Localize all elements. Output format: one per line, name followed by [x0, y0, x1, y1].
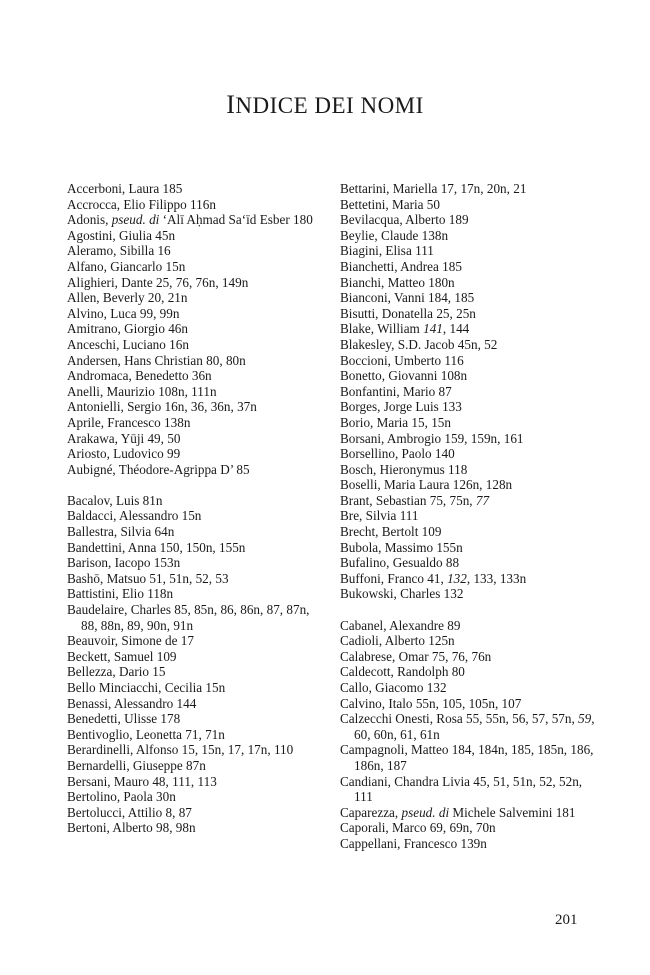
index-entry: Baudelaire, Charles 85, 85n, 86, 86n, 87, 87n, 88, 88n, 89, 90n, 91n	[67, 602, 310, 633]
index-entry: Anelli, Maurizio 108n, 111n	[67, 383, 217, 399]
index-entry: Antonielli, Sergio 16n, 36, 36n, 37n	[67, 399, 257, 415]
index-entry: Borsani, Ambrogio 159, 159n, 161	[340, 430, 524, 446]
index-entry: Buffoni, Franco 41, 132, 133, 133n	[340, 570, 527, 586]
index-entry: Aubigné, Théodore-Agrippa D’ 85	[67, 461, 250, 477]
index-entry: Beylie, Claude 138n	[340, 227, 449, 243]
index-entry: Candiani, Chandra Livia 45, 51, 51n, 52, 52n, 111	[340, 773, 583, 805]
index-entry: Bianchetti, Andrea 185	[340, 258, 462, 274]
index-entry: Bufalino, Gesualdo 88	[340, 555, 460, 571]
index-entry: Biagini, Elisa 111	[340, 243, 434, 259]
letter-group-gap	[340, 602, 600, 618]
index-entry: Calabrese, Omar 75, 76, 76n	[340, 648, 492, 664]
index-entry: Battistini, Elio 118n	[67, 586, 174, 602]
index-entry: Adonis, pseud. di ‘Alī Aḥmad Sa‘īd Esber 180	[67, 212, 313, 228]
index-entry: Aprile, Francesco 138n	[67, 414, 191, 430]
index-entry: Caparezza, pseud. di Michele Salvemini 181	[340, 804, 576, 820]
index-entry: Beauvoir, Simone de 17	[67, 633, 194, 649]
index-entry: Bernardelli, Giuseppe 87n	[67, 757, 206, 773]
index-entry: Allen, Beverly 20, 21n	[67, 290, 188, 306]
index-entry: Baldacci, Alessandro 15n	[67, 508, 202, 524]
index-entry: Cabanel, Alexandre 89	[340, 617, 461, 633]
index-entry: Bevilacqua, Alberto 189	[340, 212, 469, 228]
index-entry: Andersen, Hans Christian 80, 80n	[67, 352, 246, 368]
index-entry: Blakesley, S.D. Jacob 45n, 52	[340, 336, 498, 352]
index-entry: Andromaca, Benedetto 36n	[67, 368, 212, 384]
index-entry: Bashō, Matsuo 51, 51n, 52, 53	[67, 570, 229, 586]
index-entry: Ballestra, Silvia 64n	[67, 524, 175, 540]
index-entry: Accerboni, Laura 185	[67, 181, 183, 196]
index-entry: Borges, Jorge Luis 133	[340, 399, 462, 415]
index-entry: Amitrano, Giorgio 46n	[67, 321, 188, 337]
index-entry: Bosch, Hieronymus 118	[340, 461, 468, 477]
index-entry: Campagnoli, Matteo 184, 184n, 185, 185n, 186, 186n, 187	[340, 742, 594, 773]
index-entry: Barison, Iacopo 153n	[67, 555, 181, 571]
index-entry: Alvino, Luca 99, 99n	[67, 305, 180, 321]
index-column-left	[67, 181, 327, 836]
index-entry: Ariosto, Ludovico 99	[67, 446, 181, 462]
index-entry: Bettetini, Maria 50	[340, 196, 440, 212]
index-entry: Brecht, Bertolt 109	[340, 524, 442, 540]
index-entry: Bentivoglio, Leonetta 71, 71n	[67, 726, 225, 742]
page-number: 201	[555, 912, 578, 928]
index-entry: Calzecchi Onesti, Rosa 55, 55n, 56, 57, 57n, 59, 60, 60n, 61, 61n	[340, 711, 595, 742]
index-entry: Bettarini, Mariella 17, 17n, 20n, 21	[340, 181, 527, 196]
index-entry: Accrocca, Elio Filippo 116n	[67, 196, 216, 212]
index-entry: Bre, Silvia 111	[340, 508, 419, 524]
index-entry: Bellezza, Dario 15	[67, 664, 166, 680]
index-entry: Blake, William 141, 144	[340, 321, 470, 337]
index-entry: Bubola, Massimo 155n	[340, 539, 463, 555]
index-entry: Benedetti, Ulisse 178	[67, 711, 181, 727]
letter-group-gap	[67, 477, 327, 493]
index-entry: Beckett, Samuel 109	[67, 648, 177, 664]
index-entry: Boccioni, Umberto 116	[340, 352, 464, 368]
index-entry: Borio, Maria 15, 15n	[340, 414, 451, 430]
index-column-right	[340, 181, 600, 852]
index-entry: Bukowski, Charles 132	[340, 586, 464, 602]
index-entry: Alfano, Giancarlo 15n	[67, 258, 186, 274]
index-entry: Borsellino, Paolo 140	[340, 446, 455, 462]
index-entry: Bonetto, Giovanni 108n	[340, 368, 468, 384]
index-entry: Bersani, Mauro 48, 111, 113	[67, 773, 217, 789]
index-entry: Caldecott, Randolph 80	[340, 664, 465, 680]
index-entry: Alighieri, Dante 25, 76, 76n, 149n	[67, 274, 249, 290]
index-entry: Bianconi, Vanni 184, 185	[340, 290, 475, 306]
index-entry: Bertoni, Alberto 98, 98n	[67, 820, 196, 836]
index-entry: Bello Minciacchi, Cecilia 15n	[67, 680, 226, 695]
index-entry: Agostini, Giulia 45n	[67, 227, 176, 243]
index-entry: Bonfantini, Mario 87	[340, 383, 452, 399]
index-entry: Anceschi, Luciano 16n	[67, 336, 189, 352]
index-entry: Callo, Giacomo 132	[340, 680, 447, 695]
index-entry: Bertolucci, Attilio 8, 87	[67, 804, 192, 820]
index-entry: Bacalov, Luis 81n	[67, 492, 163, 508]
index-entry: Bertolino, Paola 30n	[67, 789, 176, 805]
page-title: INDICE DEI NOMI	[226, 90, 424, 119]
index-entry: Brant, Sebastian 75, 75n, 77	[340, 492, 490, 508]
index-entry: Benassi, Alessandro 144	[67, 695, 197, 711]
index-entry: Caporali, Marco 69, 69n, 70n	[340, 820, 496, 836]
index-entry: Berardinelli, Alfonso 15, 15n, 17, 17n, 110	[67, 742, 294, 758]
index-entry: Bandettini, Anna 150, 150n, 155n	[67, 539, 246, 555]
index-entry: Cappellani, Francesco 139n	[340, 835, 487, 851]
index-entry: Cadioli, Alberto 125n	[340, 633, 455, 649]
index-entry: Arakawa, Yūji 49, 50	[67, 430, 181, 446]
index-entry: Bisutti, Donatella 25, 25n	[340, 305, 476, 321]
index-entry: Calvino, Italo 55n, 105, 105n, 107	[340, 695, 522, 711]
index-entry: Bianchi, Matteo 180n	[340, 274, 455, 290]
index-entry: Boselli, Maria Laura 126n, 128n	[340, 477, 513, 493]
index-entry: Aleramo, Sibilla 16	[67, 243, 171, 259]
